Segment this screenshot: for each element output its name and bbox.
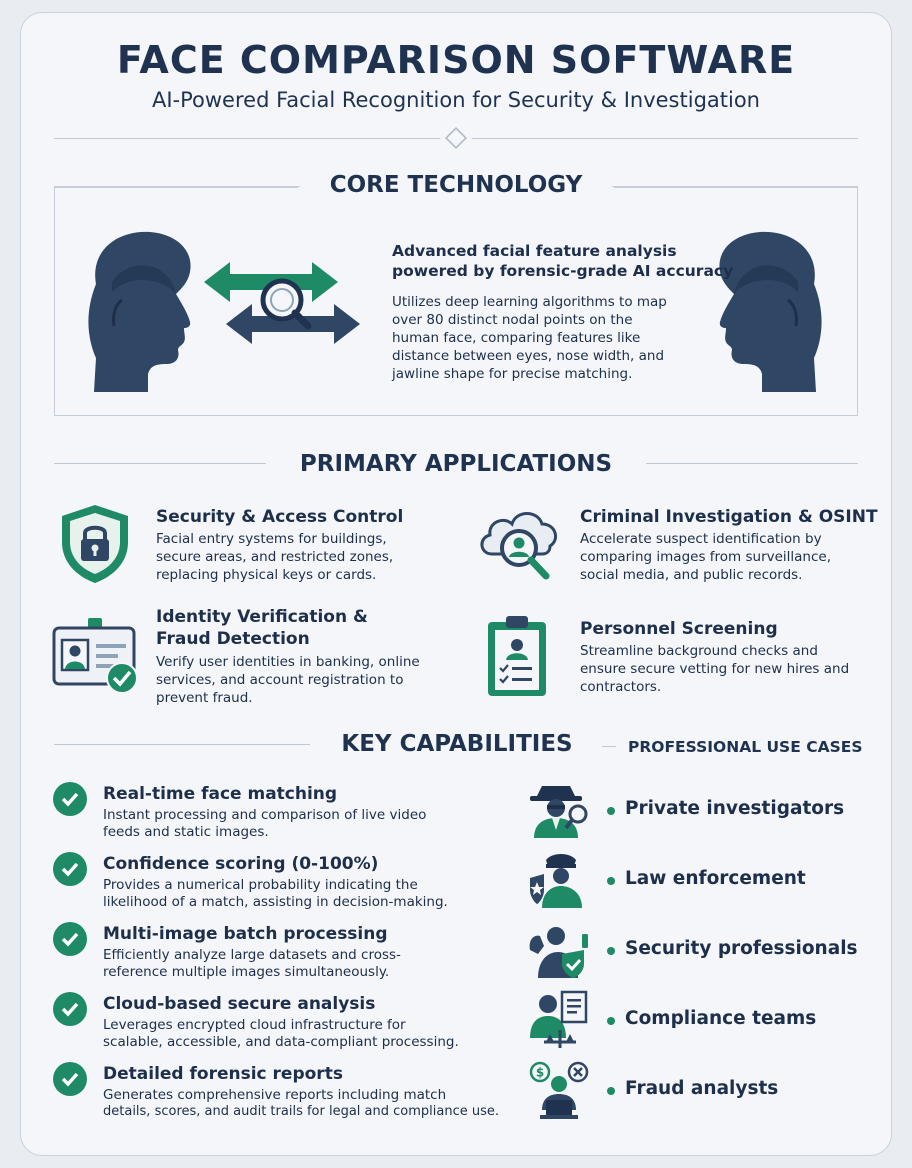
application-description-line: Accelerate suspect identification by xyxy=(580,531,822,547)
bullet-dot xyxy=(607,1017,615,1025)
bullet-dot xyxy=(607,807,615,815)
application-title: Fraud Detection xyxy=(156,629,310,649)
compliance-officer-icon xyxy=(526,990,592,1050)
use-case-label: Compliance teams xyxy=(625,1008,817,1029)
capability-title: Confidence scoring (0-100%) xyxy=(103,854,379,874)
use-case-label: Law enforcement xyxy=(625,868,806,889)
diamond-ornament-icon xyxy=(443,125,469,151)
application-description-line: ensure secure vetting for new hires and xyxy=(580,661,850,677)
cloud-search-icon xyxy=(474,502,564,586)
bullet-dot xyxy=(607,1087,615,1095)
application-description-line: secure areas, and restricted zones, xyxy=(156,549,394,565)
police-officer-icon xyxy=(526,850,590,910)
capability-title: Cloud-based secure analysis xyxy=(103,994,376,1014)
core-description-line: human face, comparing features like xyxy=(392,330,641,346)
core-description-line: jawline shape for precise matching. xyxy=(392,366,633,382)
capability-description-line: Leverages encrypted cloud infrastructure for xyxy=(103,1017,406,1033)
check-circle-icon xyxy=(53,1062,87,1096)
face-profile-right-icon xyxy=(706,222,838,392)
capability-description-line: scalable, accessible, and data-compliant processing. xyxy=(103,1034,459,1050)
use-case-label: Private investigators xyxy=(625,798,845,819)
capability-description-line: likelihood of a match, assisting in decision-making. xyxy=(103,894,448,910)
core-technology-heading: CORE TECHNOLOGY xyxy=(329,172,583,198)
applications-divider-left xyxy=(54,463,266,464)
capability-description-line: feeds and static images. xyxy=(103,824,269,840)
check-circle-icon xyxy=(53,782,87,816)
capabilities-divider-right xyxy=(602,746,616,747)
capabilities-divider-left xyxy=(54,744,310,745)
application-description-line: comparing images from surveillance, xyxy=(580,549,832,565)
shield-lock-icon xyxy=(58,502,132,586)
check-circle-icon xyxy=(53,922,87,956)
core-description-line: Utilizes deep learning algorithms to map xyxy=(392,294,667,310)
application-description-line: Verify user identities in banking, online xyxy=(156,654,420,670)
core-headline-line-2: powered by forensic-grade AI accuracy xyxy=(392,262,734,280)
capability-description-line: details, scores, and audit trails for legal and compliance use. xyxy=(103,1104,500,1119)
page-title: FACE COMPARISON SOFTWARE xyxy=(116,38,796,82)
primary-applications-heading: PRIMARY APPLICATIONS xyxy=(299,451,613,477)
application-description-line: replacing physical keys or cards. xyxy=(156,567,377,583)
capability-description-line: reference multiple images simultaneously. xyxy=(103,964,390,980)
core-divider-right xyxy=(614,187,858,188)
security-guard-icon xyxy=(526,920,592,980)
application-description-line: Streamline background checks and xyxy=(580,643,818,659)
application-description-line: Facial entry systems for buildings, xyxy=(156,531,387,547)
professional-use-cases-heading: PROFESSIONAL USE CASES xyxy=(628,738,863,756)
core-divider-left xyxy=(54,187,298,188)
capability-description-line: Generates comprehensive reports including match xyxy=(103,1087,447,1103)
application-title: Personnel Screening xyxy=(580,619,778,639)
application-description-line: social media, and public records. xyxy=(580,567,803,583)
svg-text:$: $ xyxy=(535,1065,545,1080)
key-capabilities-heading: KEY CAPABILITIES xyxy=(341,731,573,757)
core-description-line: distance between eyes, nose width, and xyxy=(392,348,665,364)
core-headline-line-1: Advanced facial feature analysis xyxy=(392,242,677,260)
use-case-label: Fraud analysts xyxy=(625,1078,779,1099)
application-description-line: prevent fraud. xyxy=(156,690,253,706)
check-circle-icon xyxy=(53,852,87,886)
capability-description-line: Instant processing and comparison of live video xyxy=(103,807,427,823)
application-title: Security & Access Control xyxy=(156,507,404,527)
page-subtitle: AI-Powered Facial Recognition for Security & Investigation xyxy=(151,88,760,112)
header-divider-left xyxy=(54,138,440,139)
application-title: Criminal Investigation & OSINT xyxy=(580,507,878,527)
face-profile-left-icon xyxy=(72,222,204,392)
capability-title: Detailed forensic reports xyxy=(103,1064,343,1084)
capability-title: Real-time face matching xyxy=(103,784,338,804)
application-title: Identity Verification & xyxy=(156,607,368,627)
applications-divider-right xyxy=(646,463,858,464)
detective-icon xyxy=(528,780,592,840)
fraud-analyst-icon xyxy=(526,1060,592,1120)
application-description-line: services, and account registration to xyxy=(156,672,404,688)
core-description-line: over 80 distinct nodal points on the xyxy=(392,312,633,328)
capability-description-line: Efficiently analyze large datasets and cross- xyxy=(103,947,401,963)
clipboard-person-icon xyxy=(484,612,550,700)
header-divider-right xyxy=(472,138,858,139)
id-card-check-icon xyxy=(50,616,142,698)
application-description-line: contractors. xyxy=(580,679,662,695)
capability-title: Multi-image batch processing xyxy=(103,924,388,944)
check-circle-icon xyxy=(53,992,87,1026)
compare-arrows-magnifier-icon xyxy=(200,258,368,348)
bullet-dot xyxy=(607,877,615,885)
bullet-dot xyxy=(607,947,615,955)
use-case-label: Security professionals xyxy=(625,938,858,959)
capability-description-line: Provides a numerical probability indicating the xyxy=(103,877,418,893)
